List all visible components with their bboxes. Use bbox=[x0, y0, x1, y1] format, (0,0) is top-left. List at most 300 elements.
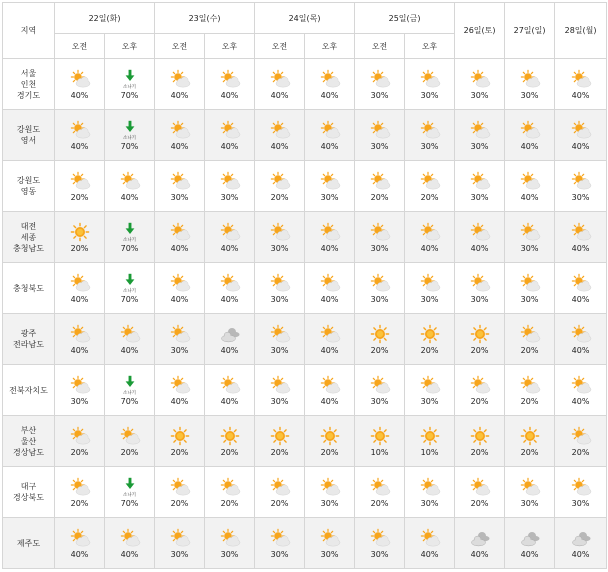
forecast-cell bbox=[305, 161, 355, 212]
precip-probability: 40% bbox=[120, 192, 139, 202]
partly-cloudy-icon bbox=[319, 324, 341, 344]
precip-probability: 40% bbox=[520, 192, 539, 202]
partly-cloudy-icon bbox=[469, 273, 491, 293]
partly-cloudy-icon bbox=[319, 375, 341, 395]
precip-probability: 20% bbox=[470, 345, 489, 355]
forecast-cell bbox=[255, 263, 305, 314]
region-header: 지역 bbox=[3, 3, 55, 59]
shower-label: 소나기 bbox=[122, 237, 137, 243]
shower-label: 소나기 bbox=[122, 288, 137, 294]
partly-cloudy-icon bbox=[419, 69, 441, 89]
precip-probability: 30% bbox=[470, 192, 489, 202]
forecast-cell bbox=[405, 314, 455, 365]
partly-cloudy-icon bbox=[469, 171, 491, 191]
partly-cloudy-icon bbox=[219, 222, 241, 242]
forecast-cell bbox=[205, 467, 255, 518]
region-row bbox=[3, 314, 607, 365]
forecast-cell bbox=[105, 365, 155, 416]
forecast-cell bbox=[405, 263, 455, 314]
forecast-cell bbox=[55, 212, 105, 263]
partly-cloudy-icon bbox=[570, 477, 592, 497]
precip-probability: 20% bbox=[470, 447, 489, 457]
forecast-cell bbox=[555, 518, 607, 569]
precip-probability: 10% bbox=[370, 447, 389, 457]
partly-cloudy-icon bbox=[570, 120, 592, 140]
precip-probability: 40% bbox=[70, 294, 89, 304]
pm-header: 오후 bbox=[405, 34, 455, 59]
forecast-cell bbox=[455, 416, 505, 467]
precip-probability: 40% bbox=[70, 90, 89, 100]
precip-probability: 30% bbox=[270, 549, 289, 559]
sunny-icon bbox=[419, 426, 441, 446]
precip-probability: 70% bbox=[120, 294, 139, 304]
precip-probability: 20% bbox=[470, 498, 489, 508]
forecast-cell bbox=[455, 518, 505, 569]
precip-probability: 30% bbox=[520, 294, 539, 304]
partly-cloudy-icon bbox=[119, 171, 141, 191]
partly-cloudy-icon bbox=[570, 222, 592, 242]
precip-probability: 40% bbox=[220, 294, 239, 304]
forecast-cell bbox=[255, 518, 305, 569]
precip-probability: 20% bbox=[270, 447, 289, 457]
precip-probability: 20% bbox=[220, 447, 239, 457]
partly-cloudy-icon bbox=[319, 273, 341, 293]
precip-probability: 20% bbox=[170, 498, 189, 508]
forecast-cell bbox=[205, 365, 255, 416]
precip-probability: 40% bbox=[571, 90, 590, 100]
precip-probability: 40% bbox=[70, 141, 89, 151]
precip-probability: 40% bbox=[220, 396, 239, 406]
precip-probability: 30% bbox=[320, 192, 339, 202]
partly-cloudy-icon bbox=[269, 273, 291, 293]
precip-probability: 40% bbox=[571, 396, 590, 406]
forecast-cell bbox=[455, 263, 505, 314]
forecast-cell bbox=[355, 161, 405, 212]
forecast-cell bbox=[205, 263, 255, 314]
shower-icon bbox=[119, 222, 141, 238]
precip-probability: 30% bbox=[420, 294, 439, 304]
partly-cloudy-icon bbox=[469, 375, 491, 395]
partly-cloudy-icon bbox=[269, 477, 291, 497]
precip-probability: 20% bbox=[520, 345, 539, 355]
precip-probability: 30% bbox=[470, 294, 489, 304]
precip-probability: 40% bbox=[320, 141, 339, 151]
partly-cloudy-icon bbox=[369, 69, 391, 89]
sunny-icon bbox=[219, 426, 241, 446]
forecast-cell bbox=[305, 212, 355, 263]
partly-cloudy-icon bbox=[369, 375, 391, 395]
precip-probability: 40% bbox=[70, 345, 89, 355]
precip-probability: 20% bbox=[470, 396, 489, 406]
shower-label: 소나기 bbox=[122, 84, 137, 90]
precip-probability: 30% bbox=[270, 396, 289, 406]
forecast-cell bbox=[355, 467, 405, 518]
partly-cloudy-icon bbox=[469, 120, 491, 140]
precip-probability: 40% bbox=[571, 294, 590, 304]
region-row bbox=[3, 416, 607, 467]
precip-probability: 40% bbox=[470, 243, 489, 253]
forecast-cell bbox=[355, 314, 405, 365]
forecast-cell bbox=[505, 467, 555, 518]
partly-cloudy-icon bbox=[269, 528, 291, 548]
precip-probability: 30% bbox=[170, 345, 189, 355]
forecast-cell bbox=[255, 212, 305, 263]
partly-cloudy-icon bbox=[69, 324, 91, 344]
forecast-cell bbox=[255, 59, 305, 110]
forecast-cell bbox=[505, 365, 555, 416]
forecast-cell bbox=[405, 110, 455, 161]
precip-probability: 30% bbox=[370, 396, 389, 406]
forecast-cell bbox=[555, 212, 607, 263]
precip-probability: 40% bbox=[571, 243, 590, 253]
partly-cloudy-icon bbox=[269, 69, 291, 89]
shower-icon bbox=[119, 375, 141, 391]
partly-cloudy-icon bbox=[319, 120, 341, 140]
forecast-cell bbox=[455, 59, 505, 110]
partly-cloudy-icon bbox=[169, 171, 191, 191]
precip-probability: 40% bbox=[170, 141, 189, 151]
precip-probability: 30% bbox=[220, 192, 239, 202]
forecast-cell bbox=[105, 212, 155, 263]
forecast-cell bbox=[405, 467, 455, 518]
precip-probability: 40% bbox=[320, 243, 339, 253]
precip-probability: 40% bbox=[170, 396, 189, 406]
partly-cloudy-icon bbox=[570, 69, 592, 89]
partly-cloudy-icon bbox=[269, 171, 291, 191]
partly-cloudy-icon bbox=[519, 69, 541, 89]
forecast-cell bbox=[555, 263, 607, 314]
forecast-cell bbox=[355, 263, 405, 314]
partly-cloudy-icon bbox=[519, 273, 541, 293]
forecast-cell bbox=[55, 161, 105, 212]
shower-label: 소나기 bbox=[122, 135, 137, 141]
forecast-cell bbox=[55, 314, 105, 365]
region-name: 부산 울산 경상남도 bbox=[3, 416, 55, 467]
forecast-cell bbox=[455, 161, 505, 212]
sunny-icon bbox=[319, 426, 341, 446]
forecast-cell bbox=[105, 263, 155, 314]
precip-probability: 30% bbox=[420, 90, 439, 100]
region-row bbox=[3, 161, 607, 212]
forecast-cell bbox=[205, 416, 255, 467]
precip-probability: 40% bbox=[170, 90, 189, 100]
partly-cloudy-icon bbox=[319, 222, 341, 242]
precip-probability: 40% bbox=[420, 549, 439, 559]
precip-probability: 20% bbox=[120, 447, 139, 457]
forecast-cell bbox=[355, 212, 405, 263]
forecast-cell bbox=[455, 212, 505, 263]
precip-probability: 20% bbox=[220, 498, 239, 508]
precip-probability: 40% bbox=[220, 90, 239, 100]
am-header: 오전 bbox=[255, 34, 305, 59]
precip-probability: 20% bbox=[270, 192, 289, 202]
forecast-cell bbox=[455, 314, 505, 365]
shower-icon bbox=[119, 477, 141, 493]
partly-cloudy-icon bbox=[519, 222, 541, 242]
partly-cloudy-icon bbox=[119, 324, 141, 344]
forecast-cell bbox=[205, 518, 255, 569]
forecast-cell bbox=[105, 314, 155, 365]
region-name: 광주 전라남도 bbox=[3, 314, 55, 365]
region-name: 대구 경상북도 bbox=[3, 467, 55, 518]
forecast-cell bbox=[205, 59, 255, 110]
partly-cloudy-icon bbox=[169, 273, 191, 293]
precip-probability: 40% bbox=[320, 294, 339, 304]
precip-probability: 30% bbox=[170, 549, 189, 559]
precip-probability: 70% bbox=[120, 243, 139, 253]
precip-probability: 20% bbox=[370, 192, 389, 202]
sunny-icon bbox=[269, 426, 291, 446]
partly-cloudy-icon bbox=[219, 375, 241, 395]
partly-cloudy-icon bbox=[319, 528, 341, 548]
partly-cloudy-icon bbox=[419, 528, 441, 548]
partly-cloudy-icon bbox=[319, 171, 341, 191]
precip-probability: 30% bbox=[571, 192, 590, 202]
cloudy-icon bbox=[519, 528, 541, 548]
partly-cloudy-icon bbox=[269, 222, 291, 242]
region-name: 강원도 영동 bbox=[3, 161, 55, 212]
forecast-cell bbox=[305, 467, 355, 518]
partly-cloudy-icon bbox=[369, 528, 391, 548]
precip-probability: 20% bbox=[70, 498, 89, 508]
shower-icon bbox=[119, 69, 141, 85]
precip-probability: 20% bbox=[70, 447, 89, 457]
forecast-cell bbox=[305, 110, 355, 161]
pm-header: 오후 bbox=[305, 34, 355, 59]
precip-probability: 30% bbox=[370, 549, 389, 559]
sunny-icon bbox=[469, 426, 491, 446]
sunny-icon bbox=[69, 222, 91, 242]
region-name: 전북자치도 bbox=[3, 365, 55, 416]
precip-probability: 30% bbox=[470, 141, 489, 151]
shower-icon bbox=[119, 120, 141, 136]
sunny-icon bbox=[369, 324, 391, 344]
precip-probability: 40% bbox=[520, 141, 539, 151]
partly-cloudy-icon bbox=[219, 528, 241, 548]
region-name: 제주도 bbox=[3, 518, 55, 569]
am-header: 오전 bbox=[55, 34, 105, 59]
forecast-cell bbox=[205, 212, 255, 263]
forecast-body bbox=[3, 59, 607, 569]
precip-probability: 30% bbox=[520, 243, 539, 253]
partly-cloudy-icon bbox=[570, 426, 592, 446]
forecast-cell bbox=[505, 110, 555, 161]
precip-probability: 30% bbox=[170, 192, 189, 202]
partly-cloudy-icon bbox=[169, 120, 191, 140]
forecast-cell bbox=[305, 518, 355, 569]
cloudy-icon bbox=[469, 528, 491, 548]
precip-probability: 20% bbox=[70, 243, 89, 253]
day-header: 22일(화) bbox=[55, 3, 155, 34]
precip-probability: 40% bbox=[520, 549, 539, 559]
precip-probability: 40% bbox=[220, 141, 239, 151]
precip-probability: 40% bbox=[320, 90, 339, 100]
am-header: 오전 bbox=[155, 34, 205, 59]
partly-cloudy-icon bbox=[69, 375, 91, 395]
partly-cloudy-icon bbox=[69, 477, 91, 497]
forecast-cell bbox=[305, 263, 355, 314]
partly-cloudy-icon bbox=[69, 120, 91, 140]
precip-probability: 20% bbox=[571, 447, 590, 457]
precip-probability: 30% bbox=[270, 243, 289, 253]
precip-probability: 40% bbox=[571, 549, 590, 559]
precip-probability: 40% bbox=[220, 345, 239, 355]
partly-cloudy-icon bbox=[570, 324, 592, 344]
forecast-cell bbox=[55, 518, 105, 569]
partly-cloudy-icon bbox=[519, 120, 541, 140]
partly-cloudy-icon bbox=[219, 69, 241, 89]
partly-cloudy-icon bbox=[319, 477, 341, 497]
forecast-cell bbox=[555, 59, 607, 110]
partly-cloudy-icon bbox=[69, 273, 91, 293]
partly-cloudy-icon bbox=[570, 375, 592, 395]
partly-cloudy-icon bbox=[369, 120, 391, 140]
partly-cloudy-icon bbox=[319, 69, 341, 89]
pm-header: 오후 bbox=[205, 34, 255, 59]
forecast-cell bbox=[355, 110, 405, 161]
region-name: 충청북도 bbox=[3, 263, 55, 314]
forecast-cell bbox=[505, 212, 555, 263]
forecast-cell bbox=[555, 365, 607, 416]
forecast-cell bbox=[505, 518, 555, 569]
partly-cloudy-icon bbox=[69, 426, 91, 446]
day-header: 25일(금) bbox=[355, 3, 455, 34]
partly-cloudy-icon bbox=[169, 528, 191, 548]
partly-cloudy-icon bbox=[419, 375, 441, 395]
partly-cloudy-icon bbox=[169, 477, 191, 497]
precip-probability: 40% bbox=[420, 243, 439, 253]
sunny-icon bbox=[519, 426, 541, 446]
forecast-cell bbox=[205, 161, 255, 212]
forecast-cell bbox=[55, 59, 105, 110]
region-name: 강원도 영서 bbox=[3, 110, 55, 161]
forecast-cell bbox=[555, 314, 607, 365]
precip-probability: 20% bbox=[420, 192, 439, 202]
day-header: 28일(월) bbox=[555, 3, 607, 59]
precip-probability: 20% bbox=[270, 498, 289, 508]
partly-cloudy-icon bbox=[419, 171, 441, 191]
forecast-cell bbox=[105, 467, 155, 518]
day-header: 26일(토) bbox=[455, 3, 505, 59]
forecast-cell bbox=[455, 365, 505, 416]
precip-probability: 40% bbox=[270, 141, 289, 151]
partly-cloudy-icon bbox=[519, 171, 541, 191]
partly-cloudy-icon bbox=[269, 375, 291, 395]
precip-probability: 40% bbox=[571, 141, 590, 151]
forecast-cell bbox=[155, 518, 205, 569]
sunny-icon bbox=[369, 426, 391, 446]
forecast-cell bbox=[405, 518, 455, 569]
partly-cloudy-icon bbox=[219, 273, 241, 293]
precip-probability: 40% bbox=[120, 549, 139, 559]
precip-probability: 70% bbox=[120, 396, 139, 406]
forecast-cell bbox=[505, 161, 555, 212]
partly-cloudy-icon bbox=[519, 477, 541, 497]
partly-cloudy-icon bbox=[219, 171, 241, 191]
precip-probability: 30% bbox=[420, 396, 439, 406]
precip-probability: 30% bbox=[320, 498, 339, 508]
forecast-cell bbox=[155, 263, 205, 314]
region-row bbox=[3, 467, 607, 518]
sunny-icon bbox=[469, 324, 491, 344]
partly-cloudy-icon bbox=[419, 120, 441, 140]
precip-probability: 20% bbox=[170, 447, 189, 457]
shower-icon bbox=[119, 273, 141, 289]
precip-probability: 30% bbox=[220, 549, 239, 559]
precip-probability: 30% bbox=[370, 141, 389, 151]
precip-probability: 40% bbox=[571, 345, 590, 355]
forecast-cell bbox=[255, 416, 305, 467]
precip-probability: 30% bbox=[270, 294, 289, 304]
precip-probability: 70% bbox=[120, 498, 139, 508]
forecast-cell bbox=[305, 314, 355, 365]
precip-probability: 10% bbox=[420, 447, 439, 457]
forecast-cell bbox=[405, 212, 455, 263]
sunny-icon bbox=[419, 324, 441, 344]
forecast-table bbox=[2, 2, 607, 569]
precip-probability: 40% bbox=[120, 345, 139, 355]
forecast-cell bbox=[205, 314, 255, 365]
day-header: 24일(목) bbox=[255, 3, 355, 34]
forecast-cell bbox=[555, 416, 607, 467]
precip-probability: 40% bbox=[220, 243, 239, 253]
forecast-cell bbox=[505, 263, 555, 314]
forecast-cell bbox=[155, 110, 205, 161]
precip-probability: 30% bbox=[520, 90, 539, 100]
day-header: 23일(수) bbox=[155, 3, 255, 34]
forecast-cell bbox=[55, 110, 105, 161]
pm-header: 오후 bbox=[105, 34, 155, 59]
precip-probability: 20% bbox=[520, 447, 539, 457]
partly-cloudy-icon bbox=[419, 273, 441, 293]
precip-probability: 30% bbox=[520, 498, 539, 508]
partly-cloudy-icon bbox=[369, 222, 391, 242]
forecast-cell bbox=[355, 416, 405, 467]
forecast-cell bbox=[155, 212, 205, 263]
partly-cloudy-icon bbox=[169, 375, 191, 395]
region-name: 서울 인천 경기도 bbox=[3, 59, 55, 110]
partly-cloudy-icon bbox=[570, 273, 592, 293]
cloudy-icon bbox=[219, 324, 241, 344]
precip-probability: 40% bbox=[320, 345, 339, 355]
forecast-cell bbox=[155, 314, 205, 365]
precip-probability: 40% bbox=[70, 549, 89, 559]
precip-probability: 30% bbox=[320, 549, 339, 559]
forecast-cell bbox=[505, 314, 555, 365]
region-name: 대전 세종 충청남도 bbox=[3, 212, 55, 263]
partly-cloudy-icon bbox=[369, 171, 391, 191]
forecast-cell bbox=[555, 467, 607, 518]
precip-probability: 30% bbox=[270, 345, 289, 355]
shower-label: 소나기 bbox=[122, 390, 137, 396]
forecast-cell bbox=[505, 59, 555, 110]
forecast-cell bbox=[55, 365, 105, 416]
precip-probability: 30% bbox=[571, 498, 590, 508]
precip-probability: 40% bbox=[170, 294, 189, 304]
partly-cloudy-icon bbox=[269, 120, 291, 140]
region-row bbox=[3, 59, 607, 110]
forecast-cell bbox=[555, 161, 607, 212]
precip-probability: 40% bbox=[320, 396, 339, 406]
forecast-cell bbox=[105, 518, 155, 569]
forecast-cell bbox=[155, 416, 205, 467]
forecast-cell bbox=[155, 467, 205, 518]
partly-cloudy-icon bbox=[69, 528, 91, 548]
precip-probability: 40% bbox=[470, 549, 489, 559]
am-header: 오전 bbox=[355, 34, 405, 59]
forecast-cell bbox=[405, 416, 455, 467]
forecast-cell bbox=[255, 314, 305, 365]
